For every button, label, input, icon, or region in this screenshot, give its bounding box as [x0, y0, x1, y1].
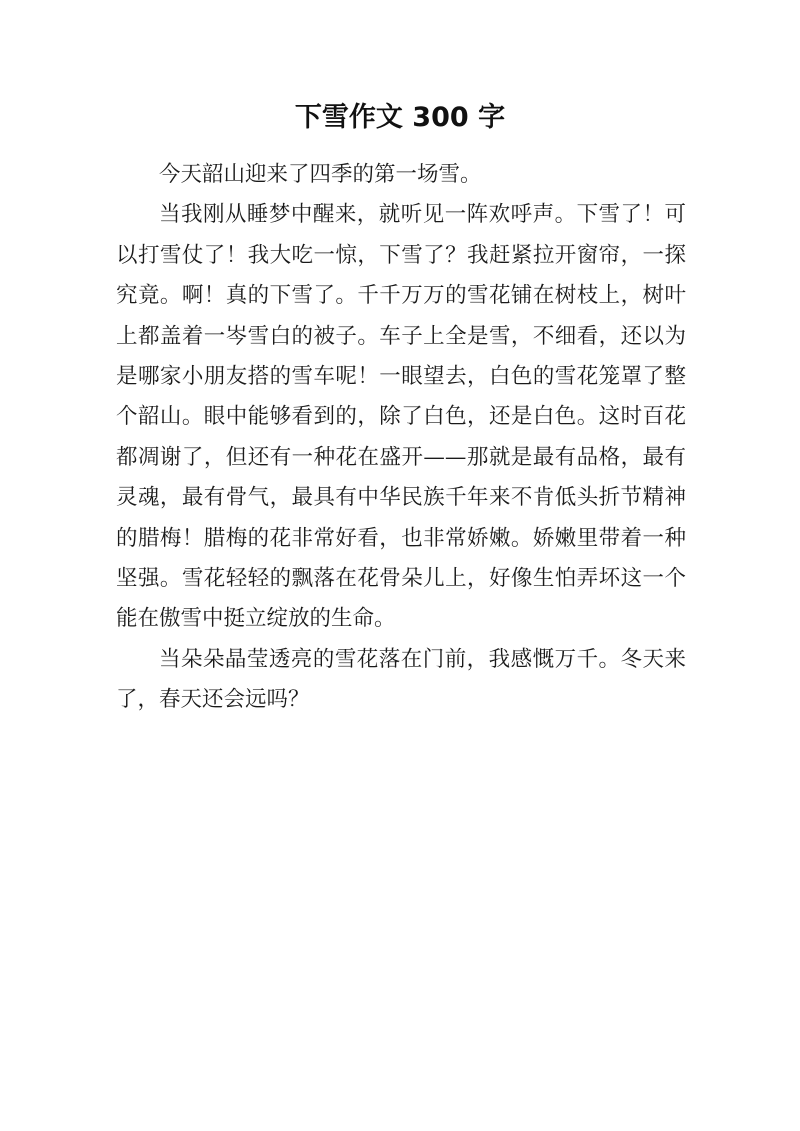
document-title: 下雪作文 300 字 — [294, 102, 506, 133]
paragraph-1: 今天韶山迎来了四季的第一场雪。 — [159, 162, 482, 187]
document-body — [116, 155, 686, 721]
paragraph-3: 当朵朵晶莹透亮的雪花落在门前，我感慨万千。冬天来了，春天还会远吗？ — [116, 646, 686, 713]
paragraph-2: 当我刚从睡梦中醒来，就听见一阵欢呼声。下雪了！可以打雪仗了！我大吃一惊，下雪了？我赶紧拉开窗帘，一探究竟。啊！真的下雪了。千千万万的雪花铺在树枝上，树叶上都盖着一岑雪白的被子。车子上全是雪，不细看，还以为是哪家小朋友搭的雪车呢！一眼望去，白色的雪花笼罩了整个韶山。眼中能够看到的，除了白色，还是白色。这时百花都凋谢了，但还有一种花在盛开——那就是最有品格，最有灵魂，最有骨气，最具有中华民族千年来不肯低头折节精神的腊梅！腊梅的花非常好看，也非常娇嫩。娇嫩里带着一种坚强。雪花轻轻的飘落在花骨朵儿上，好像生怕弄坏这一个能在傲雪中挺立绽放的生命。 — [116, 202, 686, 632]
